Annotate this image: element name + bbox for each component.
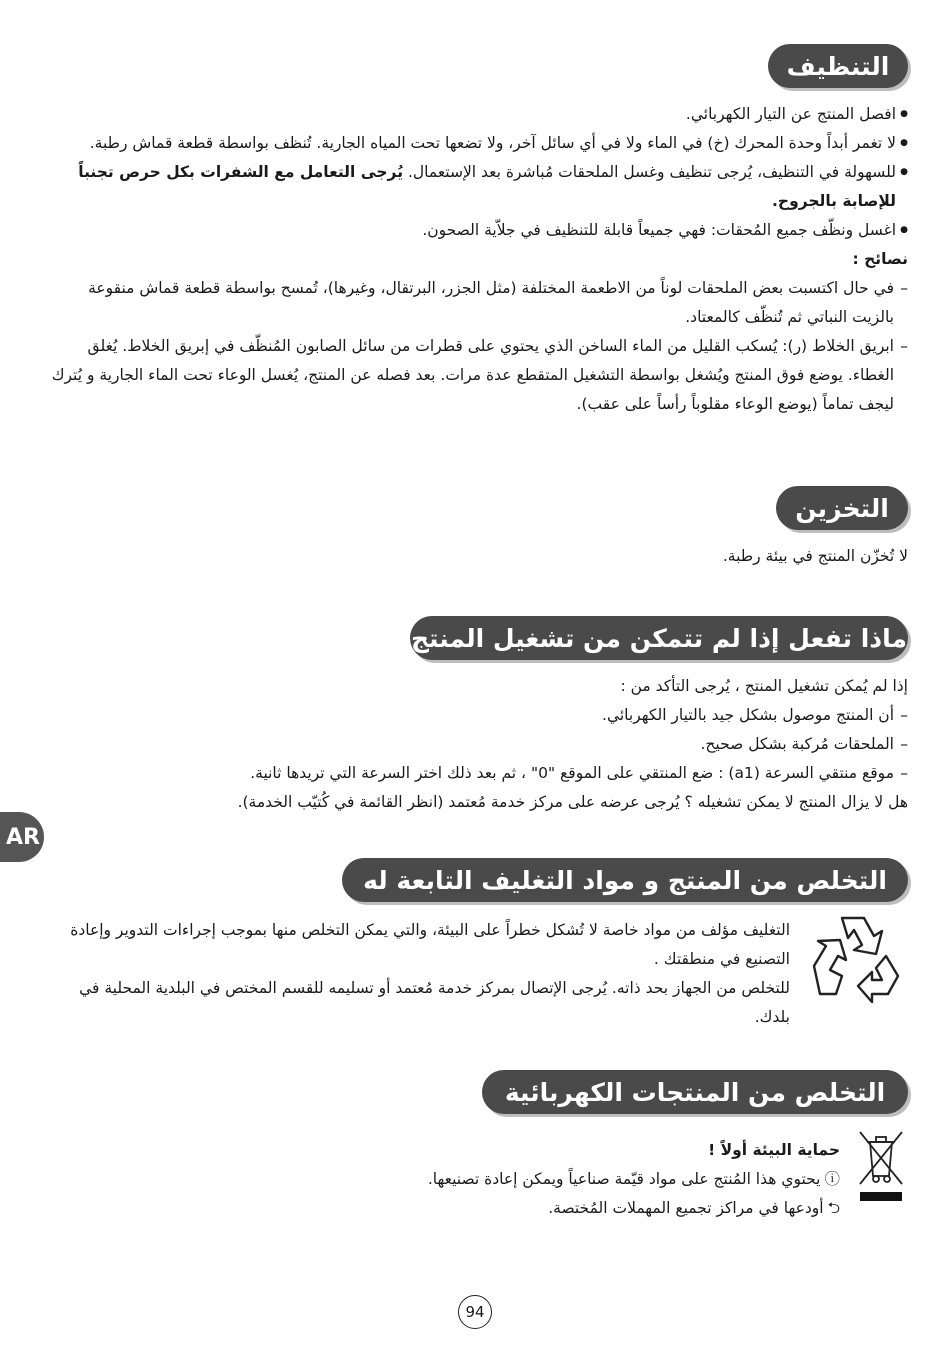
environment-title: حماية البيئة أولاً !	[708, 1141, 840, 1159]
section-title-electrical: التخلص من المنتجات الكهربائية	[482, 1070, 908, 1114]
section-title-packaging: التخلص من المنتج و مواد التغليف التابعة له	[342, 858, 908, 902]
cleaning-bullet-4: ● اغسل ونظّف جميع المُحقات: فهي جميعاً قابلة للتنظيف في جلاّية الصحون.	[42, 216, 908, 245]
storage-body	[42, 542, 908, 571]
packaging-text-1: التغليف مؤلف من مواد خاصة لا تُشكل خطراً على البيئة، والتي يمكن التخلص منها بموجب إجراءات التدوير وإعادة التصنيع في منطقتك .	[70, 921, 790, 968]
page-number: 94	[458, 1295, 492, 1329]
tips-title: نصائح :	[852, 250, 908, 268]
electrical-item-1-text: يحتوي هذا المُنتج على مواد قيّمة صناعياً ويمكن إعادة تصنيعها.	[427, 1170, 821, 1188]
cleaning-bullet-1: ● افصل المنتج عن التيار الكهربائي.	[42, 100, 908, 129]
section-title-storage: التخزين	[776, 486, 908, 530]
cleaning-bullet-3-text: للسهولة في التنظيف، يُرجى تنظيف وغسل الملحقات مُباشرة بعد الإستعمال.	[403, 163, 896, 181]
section-title-cleaning: التنظيف	[768, 44, 908, 88]
packaging-text-2: للتخلص من الجهاز بحد ذاته. يُرجى الإتصال بمركز خدمة مُعتمد أو تسليمه للقسم المختص في البلدية المحلية في بلدك.	[79, 979, 790, 1026]
recycle-icon	[802, 908, 904, 1006]
electrical-item-2-text: أودعها في مراكز تجميع المهملات المُختصة.	[548, 1199, 824, 1217]
troubleshoot-outro: هل لا يزال المنتج لا يمكن تشغيله ؟ يُرجى عرضه على مركز خدمة مُعتمد (انظر القائمة في كُتيّب الخدمة).	[237, 793, 908, 811]
electrical-item-2	[42, 1194, 840, 1223]
packaging-body	[42, 916, 790, 1032]
troubleshoot-check-1: – أن المنتج موصول بشكل جيد بالتيار الكهربائي.	[42, 701, 908, 730]
language-tab: AR	[0, 812, 44, 862]
cleaning-bullet-3	[42, 158, 908, 216]
cleaning-body	[42, 100, 908, 419]
cleaning-warning-blades: يُرجى التعامل مع الشفرات بكل حرص تجنباً للإصابة بالجروح.	[78, 163, 896, 210]
tip-2: – ابريق الخلاط (ر): يُسكب القليل من الماء الساخن الذي يحتوي على قطرات من سائل الصابون المُنظّف في إبريق الخلاط. يُغلق الغطاء. يوضع فوق المنتج ويُشغل بواسطة التشغيل المتقطع عدة مرات. بعد فصله عن المنتج، يُغسل الوعاء تحت الماء الجارية و يُترك ليجف تماماً (يوضع الوعاء مقلوباً رأساً على عقب).	[42, 332, 908, 419]
electrical-body	[42, 1136, 840, 1223]
storage-text: لا تُخزّن المنتج في بيئة رطبة.	[722, 547, 908, 565]
cleaning-bullet-2: ● لا تغمر أبداً وحدة المحرك (خ) في الماء ولا في أي سائل آخر، ولا تضعها تحت المياه الجارية. تُنظف بواسطة قطعة قماش رطبة.	[42, 129, 908, 158]
troubleshoot-check-2: – الملحقات مُركبة بشكل صحيح.	[42, 730, 908, 759]
return-arrow-icon: ⮌	[827, 1199, 840, 1217]
section-title-troubleshoot: ماذا تفعل إذا لم تتمكن من تشغيل المنتج	[410, 616, 908, 660]
troubleshoot-body	[42, 672, 908, 817]
electrical-item-1	[42, 1165, 840, 1194]
crossed-bin-icon	[856, 1128, 906, 1204]
tip-1: – في حال اكتسبت بعض الملحقات لوناً من الاطعمة المختلفة (مثل الجزر، البرتقال، وغيرها)، تُمسح بواسطة قطعة قماش منقوعة بالزيت النباتي ثم تُنظّف كالمعتاد.	[42, 274, 908, 332]
troubleshoot-check-3: – موقع منتقي السرعة (a1) : ضع المنتقي على الموقع "0" ، ثم بعد ذلك اختر السرعة التي تريدها ثانية.	[42, 759, 908, 788]
info-icon: ⓘ	[824, 1170, 840, 1188]
troubleshoot-intro: إذا لم يُمكن تشغيل المنتج ، يُرجى التأكد من :	[620, 677, 908, 695]
